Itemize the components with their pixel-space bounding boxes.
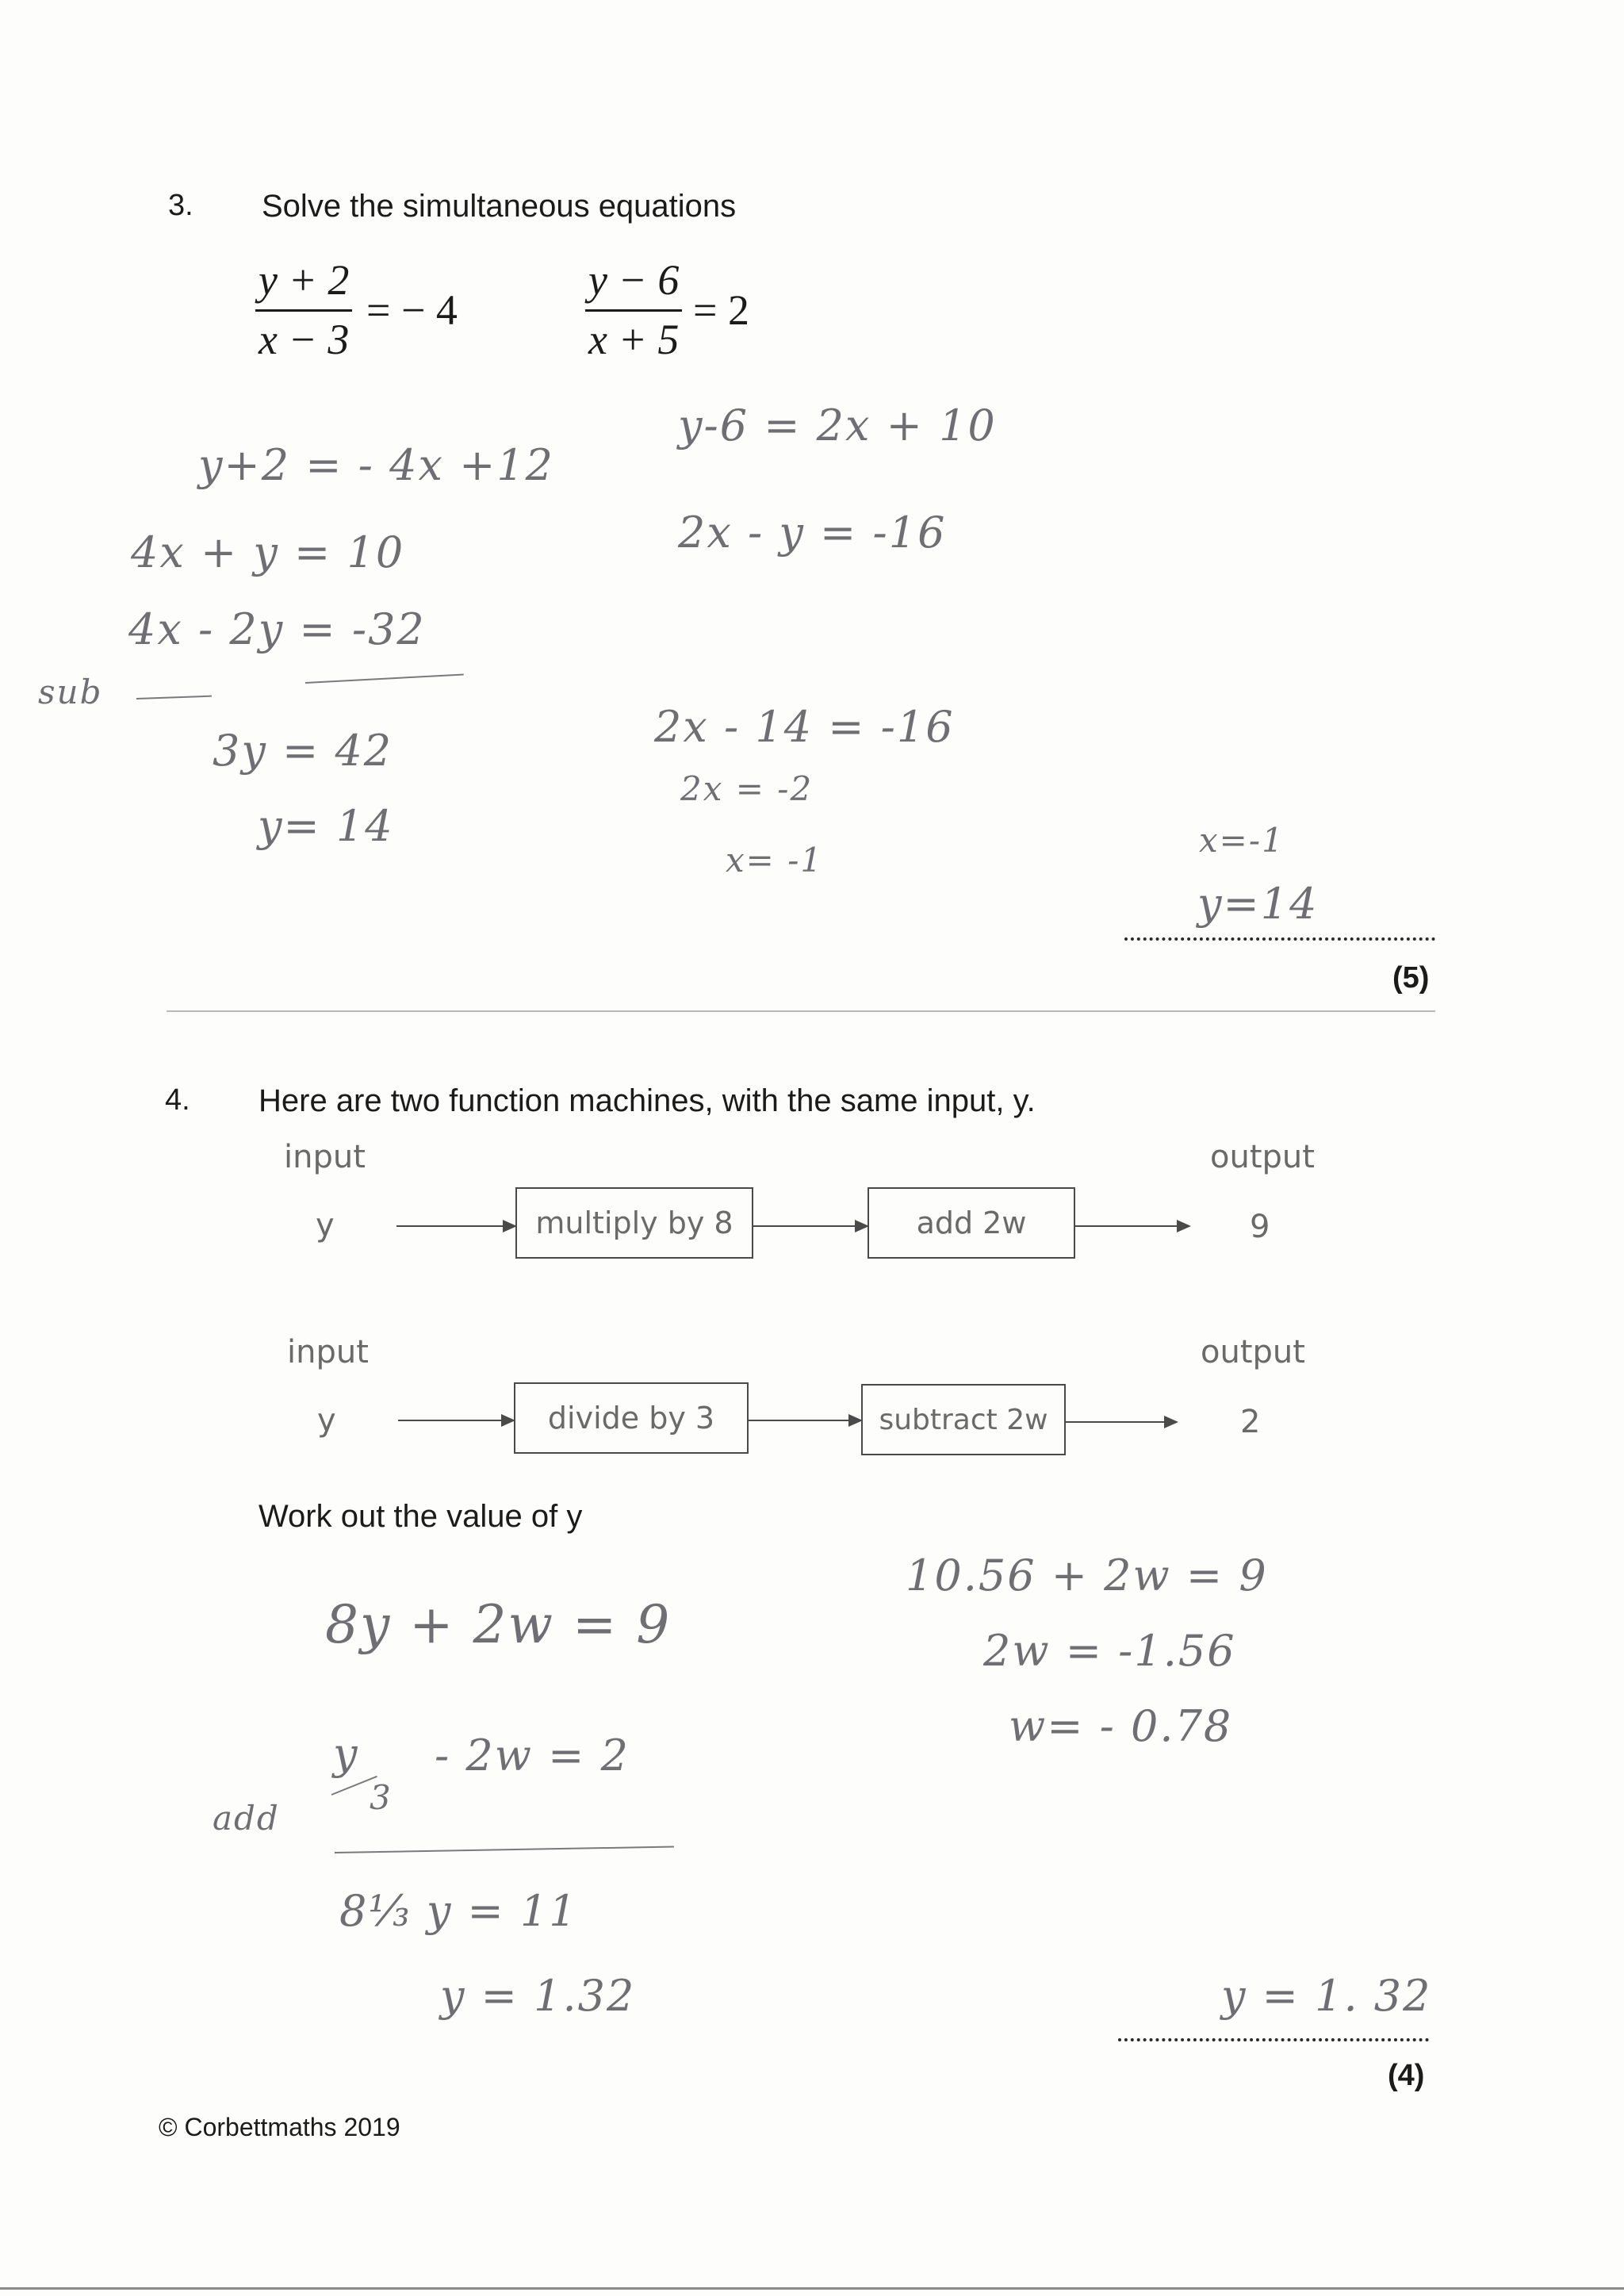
equation-1-rhs: = − 4 — [366, 286, 458, 334]
machine-1-step-1-box: multiply by 8 — [515, 1187, 753, 1259]
machine-2-arrow-3 — [1064, 1421, 1177, 1423]
q3-answer-x: x=-1 — [1199, 821, 1285, 860]
machine-2-arrow-2 — [747, 1420, 861, 1421]
machine-1-step-2-box: add 2w — [868, 1187, 1075, 1259]
question-4-number: 4. — [165, 1083, 190, 1117]
machine-1-input: y — [316, 1207, 335, 1244]
q3-working-right-5: x= -1 — [726, 841, 824, 880]
page-bottom-rule — [0, 2287, 1624, 2290]
machine-2-input-label: input — [287, 1334, 369, 1370]
machine-1-arrow-2 — [752, 1225, 868, 1227]
question-4-instruction: Work out the value of y — [259, 1499, 583, 1534]
machine-1-arrow-3 — [1074, 1225, 1189, 1227]
q3-underline-right — [305, 674, 464, 684]
q3-working-line-5: y= 14 — [258, 801, 394, 851]
q4-working-line-1: 8y + 2w = 9 — [325, 1594, 672, 1655]
q4-marks: (4) — [1388, 2059, 1425, 2092]
q3-working-right-3: 2x - 14 = -16 — [654, 702, 955, 752]
question-3-prompt: Solve the simultaneous equations — [262, 189, 737, 224]
machine-2-arrow-1 — [398, 1420, 514, 1421]
q4-working-right-2: 2w = -1.56 — [983, 1626, 1236, 1676]
q4-answer: y = 1. 32 — [1221, 1971, 1432, 2021]
q3-working-right-4: 2x = -2 — [680, 769, 814, 808]
q4-working-line-2-numerator: y — [333, 1729, 359, 1779]
q4-working-line-2-rest: - 2w = 2 — [435, 1731, 630, 1780]
q3-working-right-1: y-6 = 2x + 10 — [678, 401, 997, 450]
equation-1-numerator: y + 2 — [259, 256, 350, 304]
q3-answer-line — [1124, 937, 1435, 941]
equation-2-rhs: = 2 — [693, 286, 749, 334]
machine-2-step-2-box: subtract 2w — [861, 1384, 1066, 1455]
q3-marks: (5) — [1392, 961, 1430, 995]
q4-working-line-3: 8⅓ y = 11 — [339, 1886, 578, 1936]
q3-answer-y: y=14 — [1197, 879, 1319, 929]
equation-2-numerator: y − 6 — [588, 256, 680, 304]
equation-2-fraction — [585, 255, 682, 364]
machine-1-input-label: input — [284, 1139, 366, 1175]
q4-working-line-4: y = 1.32 — [440, 1971, 636, 2021]
q3-working-line-3: 4x - 2y = -32 — [128, 604, 426, 654]
machine-1-arrow-1 — [396, 1225, 515, 1227]
q3-working-line-1: y+2 = - 4x +12 — [198, 440, 555, 490]
machine-2-output: 2 — [1240, 1404, 1261, 1440]
equation-2-denominator: x + 5 — [588, 316, 680, 363]
question-3-number: 3. — [168, 189, 193, 222]
q4-answer-line — [1118, 2038, 1429, 2041]
machine-1-output-label: output — [1210, 1139, 1315, 1175]
machine-1-output: 9 — [1250, 1209, 1270, 1245]
footer-copyright: © Corbettmaths 2019 — [159, 2113, 400, 2141]
question-4-prompt: Here are two function machines, with the same input, y. — [259, 1083, 1036, 1118]
q3-working-line-4: 3y = 42 — [213, 726, 393, 776]
machine-2-output-label: output — [1201, 1334, 1305, 1370]
q4-working-underline — [335, 1846, 674, 1853]
q3-underline-left — [136, 696, 212, 700]
q3-working-line-2: 4x + y = 10 — [131, 527, 405, 577]
q4-side-note-add: add — [213, 1799, 280, 1838]
q3-working-right-2: 2x - y = -16 — [678, 508, 947, 558]
equation-1-fraction — [255, 255, 352, 364]
q3-side-note-sub: sub — [38, 673, 103, 711]
machine-2-step-1-box: divide by 3 — [514, 1382, 749, 1454]
equation-1-denominator: x − 3 — [259, 316, 350, 363]
question-divider — [167, 1010, 1435, 1012]
machine-2-input: y — [317, 1402, 336, 1439]
q4-working-right-3: w= - 0.78 — [1009, 1701, 1233, 1751]
q4-working-line-2-denominator: 3 — [370, 1778, 393, 1817]
q4-working-right-1: 10.56 + 2w = 9 — [906, 1550, 1268, 1600]
